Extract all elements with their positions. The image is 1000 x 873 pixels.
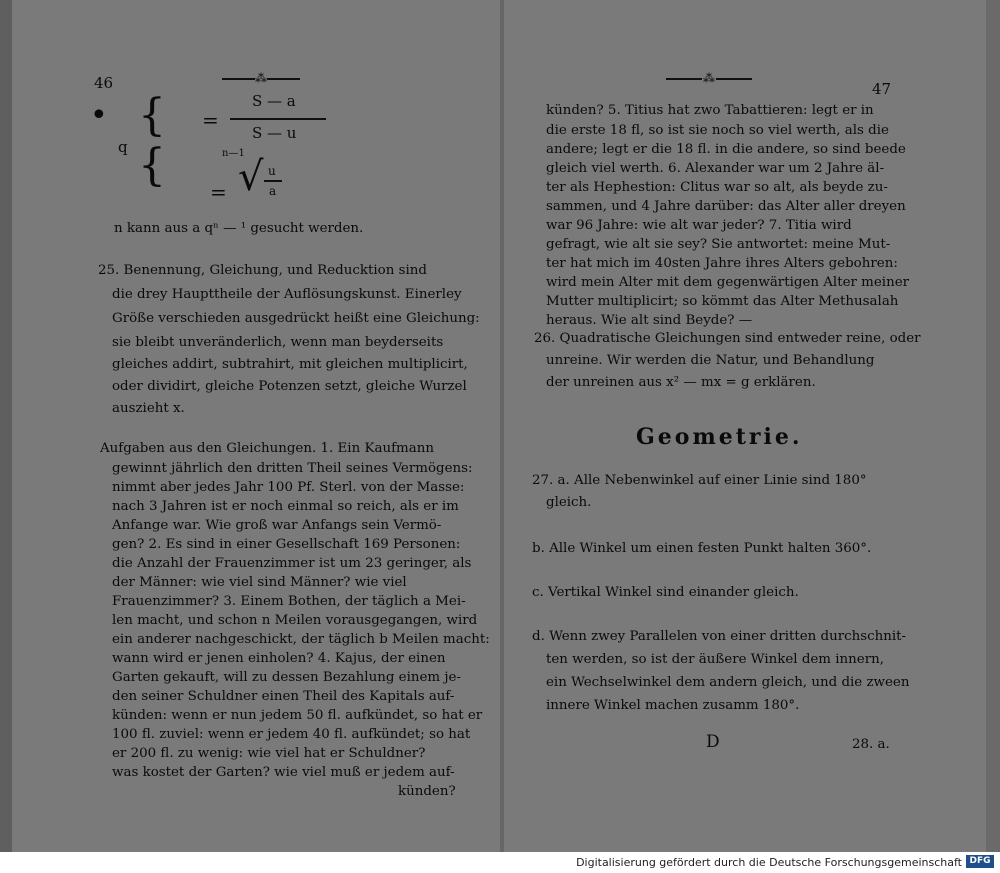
right-line: Mutter multiplicirt; so kömmt das Alter Methusalah <box>546 294 899 309</box>
left-line: nach 3 Jahren ist er noch einmal so reich, als er im <box>112 499 459 514</box>
left-line: 100 fl. zuviel: wenn er jedem 40 fl. aufkündet; so hat <box>112 727 471 742</box>
right-line: c. Vertikal Winkel sind einander gleich. <box>532 585 799 600</box>
right-catchword: 28. a. <box>852 737 890 752</box>
left-line: Frauenzimmer? 3. Einem Bothen, der täglich a Mei- <box>112 594 466 609</box>
formula-root-numerator: u <box>268 164 276 178</box>
formula-dot: • <box>90 98 108 133</box>
left-page-number: 46 <box>94 74 114 92</box>
right-line: d. Wenn zwey Parallelen von einer dritten durchschnit- <box>532 629 907 644</box>
formula-brace-upper: { <box>138 90 166 141</box>
left-line: sie bleibt unveränderlich, wenn man beyderseits <box>112 335 444 350</box>
left-line: die drey Haupttheile der Auflösungskunst. Einerley <box>112 287 462 302</box>
formula-root-index: n—1 <box>222 148 245 159</box>
left-header-ornament: ⁂ <box>222 74 300 84</box>
right-line: ter hat mich im 40sten Jahre ihres Alters gebohren: <box>546 256 898 271</box>
right-line: künden? 5. Titius hat zwo Tabattieren: legt er in <box>546 103 874 118</box>
footer-text: Digitalisierung gefördert durch die Deutsche Forschungsgemeinschaft <box>576 856 962 869</box>
dfg-logo: DFG <box>966 855 994 868</box>
left-line: n kann aus a qⁿ — ¹ gesucht werden. <box>114 221 364 236</box>
left-line: Größe verschieden ausgedrückt heißt eine Gleichung: <box>112 311 480 326</box>
signature-mark: D <box>706 732 720 752</box>
right-line: ter als Hephestion: Clitus war so alt, als beyde zu- <box>546 180 888 195</box>
right-page-edge <box>986 0 1000 852</box>
left-line: er 200 fl. zu wenig: wie viel hat er Schuldner? <box>112 746 426 761</box>
formula-root-denominator: a <box>269 184 277 198</box>
left-line: den seiner Schuldner einen Theil des Kapitals auf- <box>112 689 455 704</box>
right-line: heraus. Wie alt sind Beyde? — <box>546 313 753 328</box>
left-line: nimmt aber jedes Jahr 100 Pf. Sterl. von der Masse: <box>112 480 465 495</box>
right-line: sammen, und 4 Jahre darüber: das Alter aller dreyen <box>546 199 906 214</box>
formula-row1-bar <box>230 118 326 120</box>
right-line: unreine. Wir werden die Natur, und Behandlung <box>546 353 875 368</box>
left-line: gewinnt jährlich den dritten Theil seines Vermögens: <box>112 461 473 476</box>
left-line: ein anderer nachgeschickt, der täglich b Meilen macht: <box>112 632 490 647</box>
section-heading: Geometrie. <box>636 424 803 450</box>
right-line: die erste 18 fl, so ist sie noch so viel werth, als die <box>546 123 889 138</box>
left-line: der Männer: wie viel sind Männer? wie viel <box>112 575 407 590</box>
right-line: andere; legt er die 18 fl. in die andere, so sind beede <box>546 142 906 157</box>
right-line: gleich. <box>546 495 592 510</box>
right-page-number: 47 <box>872 80 892 98</box>
right-line: der unreinen aus x² — mx = g erklären. <box>546 375 816 390</box>
formula-q: q <box>118 138 128 156</box>
formula-brace-lower: { <box>138 140 166 191</box>
left-line: was kostet der Garten? wie viel muß er jedem auf- <box>112 765 455 780</box>
right-line: innere Winkel machen zusamm 180°. <box>546 698 800 713</box>
left-line: Aufgaben aus den Gleichungen. 1. Ein Kaufmann <box>100 441 434 456</box>
digitization-footer <box>0 852 1000 873</box>
left-line: künden: wenn er nun jedem 50 fl. aufkündet, so hat er <box>112 708 483 723</box>
left-line: die Anzahl der Frauenzimmer ist um 23 geringer, als <box>112 556 472 571</box>
right-line: ten werden, so ist der äußere Winkel dem innern, <box>546 652 885 667</box>
right-line: ein Wechselwinkel dem andern gleich, und die zween <box>546 675 910 690</box>
left-catchword: künden? <box>398 784 456 799</box>
formula-eq-1: = <box>202 108 219 132</box>
formula <box>90 88 330 208</box>
formula-root-bar <box>264 180 282 182</box>
left-line: auszieht x. <box>112 401 185 416</box>
book-spine <box>500 0 504 852</box>
left-line: gleiches addirt, subtrahirt, mit gleichen multiplicirt, <box>112 357 468 372</box>
left-line: wann wird er jenen einholen? 4. Kajus, der einen <box>112 651 446 666</box>
left-line: len macht, und schon n Meilen vorausgegangen, wird <box>112 613 478 628</box>
formula-row1-denominator: S — u <box>252 124 297 142</box>
right-line: gefragt, wie alt sie sey? Sie antwortet: meine Mut- <box>546 237 891 252</box>
left-line: 25. Benennung, Gleichung, und Reducktion sind <box>98 263 427 278</box>
formula-row1-numerator: S — a <box>252 92 296 110</box>
right-line: 27. a. Alle Nebenwinkel auf einer Linie sind 180° <box>532 473 867 488</box>
formula-eq-2: = <box>210 180 227 204</box>
right-header-ornament: ⁂ <box>666 74 752 84</box>
right-line: b. Alle Winkel um einen festen Punkt halten 360°. <box>532 541 872 556</box>
right-line: war 96 Jahre: wie alt war jeder? 7. Titia wird <box>546 218 852 233</box>
left-line: oder dividirt, gleiche Potenzen setzt, gleiche Wurzel <box>112 379 467 394</box>
left-line: Garten gekauft, will zu dessen Bezahlung einem je- <box>112 670 461 685</box>
right-line: gleich viel werth. 6. Alexander war um 2 Jahre äl- <box>546 161 885 176</box>
right-line: 26. Quadratische Gleichungen sind entweder reine, oder <box>534 331 921 346</box>
formula-root-sign: √ <box>238 154 264 200</box>
left-line: Anfange war. Wie groß war Anfangs sein Vermö- <box>112 518 442 533</box>
left-page-edge <box>0 0 12 852</box>
left-line: gen? 2. Es sind in einer Gesellschaft 169 Personen: <box>112 537 461 552</box>
right-line: wird mein Alter mit dem gegenwärtigen Alter meiner <box>546 275 910 290</box>
